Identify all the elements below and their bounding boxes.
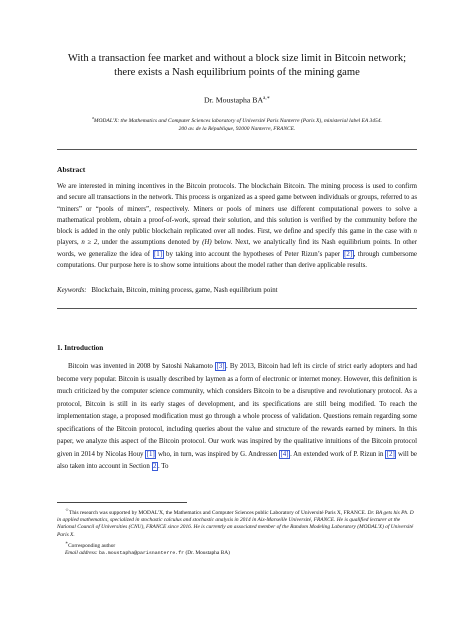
divider-bottom [57, 308, 417, 309]
author-name: Dr. Moustapha BA [204, 95, 264, 105]
footnote-mark-1: ☆ [65, 507, 70, 512]
citation-link-2[interactable]: [2] [386, 450, 395, 458]
abstract-text: players, [57, 239, 82, 247]
footnote-mark-2: ∗ [65, 539, 69, 545]
abstract-text: , through cumbersome computations. Our purpose here is to show some intuitions about the model rather than derive applicable results. [57, 250, 417, 270]
abstract-text: We are interested in mining incentives in the Bitcoin protocols. The blockchain Bitcoin. The mining process is used to confirm and secure all transactions in the network. This process is organized as a speed game between individuals or groups, referred to as “miners” or “pools of miners”, respectively. Miners or pools of miners use different computational powers to solve a mathematical problem, obtain a proof-of-work, spread their solution, and this solution is verified by the community before the block is added in the only public blockchain replicated over all nodes. First, we define and specify this game in the case with [57, 183, 417, 236]
intro-text: who, in turn, was inspired by G. Andressen [156, 450, 280, 458]
abstract-heading: Abstract [57, 165, 86, 174]
section-heading-introduction: 1. Introduction [57, 344, 104, 352]
abstract-text: by taking into account the hypotheses of Peter Rizun’s paper [163, 250, 343, 258]
abstract-text: below. Next, we analytically find its Nash equilibrium points. In other words, we generalize the idea of [57, 239, 417, 258]
math-n: n [413, 228, 417, 236]
keywords-label: Keywords: [57, 287, 87, 294]
author-marks: a,∗ [263, 96, 270, 101]
footnotes [57, 506, 417, 557]
citation-link-2[interactable]: [2] [344, 250, 353, 258]
affiliation-line-1 [40, 114, 434, 126]
affiliation-mark: a [92, 115, 94, 120]
affiliation [40, 114, 434, 133]
intro-text: . An extended work of P. Rizun in [290, 450, 386, 458]
math-hypothesis: (H) [202, 239, 212, 247]
affiliation-text-1: MODAL'X: the Mathematics and Computer Sciences laboratory of Université Paris Nanterre (Paris X), ministerial label EA 3454. [93, 117, 382, 124]
abstract-text: , under the assumptions denoted by [97, 239, 203, 247]
email-label: Email address: [65, 550, 98, 557]
footnote-text: Corresponding author [68, 542, 116, 549]
title-line-1: With a transaction fee market and without a block size limit in Bitcoin network; [67, 53, 407, 64]
footnote-text: This research was supported by MODAL'X, the Mathematics and Computer Sciences public Laboratory of Université Paris X, FRANCE. [69, 509, 368, 516]
citation-link-1[interactable]: [1] [154, 250, 163, 258]
introduction-body [57, 361, 417, 474]
affiliation-line-2: 200 av. de la République, 92000 Nanterre, FRANCE. [178, 125, 296, 132]
citation-link-3[interactable]: [3] [216, 363, 225, 370]
author-line [40, 95, 434, 105]
citation-link-4[interactable]: [4] [280, 450, 289, 458]
intro-text: . By 2013, Bitcoin had left its circle of strict early adopters and had become very popular. Bitcoin is usually described by laymen as a form of electronic or internet money. However, this definition is much criticized by the computer science community, which considers Bitcoin to be a disruptive and revolutionary protocol. As a protocol, Bitcoin is still in its early stages of development, and its specifications are still being modified. To reach the implementation stage, a proposed modification must go through a whole process of validation. Questions remain regarding some specifications of the Bitcoin protocol, including queries about the value and structure of the rewards earned by miners. In this paper, we analyze this aspect of the Bitcoin protocol. Our work was inspired by the qualitative intuitions of the Bitcoin protocol given in 2014 by Nicolas Houy [57, 363, 417, 458]
footnote-funding [57, 506, 417, 539]
paper-title [40, 52, 434, 79]
intro-text: Bitcoin was invented in 2008 by Satoshi Nakamoto [68, 363, 215, 370]
email-address-link[interactable]: ba.moustapha@parisnanterre.fr [98, 551, 185, 557]
section-reference-link[interactable]: 2 [153, 463, 157, 471]
math-condition: n ≥ 2 [81, 239, 98, 247]
email-owner: (Dr. Moustapha BA) [185, 550, 230, 557]
intro-text: . To [157, 463, 169, 471]
footnote-email [57, 550, 417, 557]
footnote-corresponding [57, 539, 417, 550]
keywords-text: Blockchain, Bitcoin, mining process, game, Nash equilibrium point [91, 287, 278, 294]
divider-top [57, 149, 417, 150]
abstract-body [57, 181, 417, 271]
footnote-divider [57, 502, 187, 503]
footnote-text-italic: Dr. BA gets his Ph. D in applied mathematics, specialized in stochastic calculus and stochastic analysis in 2014 in Aix-Marseille Université, FRANCE. He is qualified lecturer at the National Council of Universities (CNU), FRANCE since 2016. He is currently an associated member of the Random Modeling Laboratory (MODAL'X) of Université Paris X. [57, 509, 414, 538]
keywords [57, 287, 417, 294]
citation-link-1[interactable]: [1] [146, 450, 155, 458]
intro-text: will be also taken into account in Section [57, 450, 417, 471]
title-line-2: there exists a Nash equilibrium points of the mining game [114, 66, 360, 78]
